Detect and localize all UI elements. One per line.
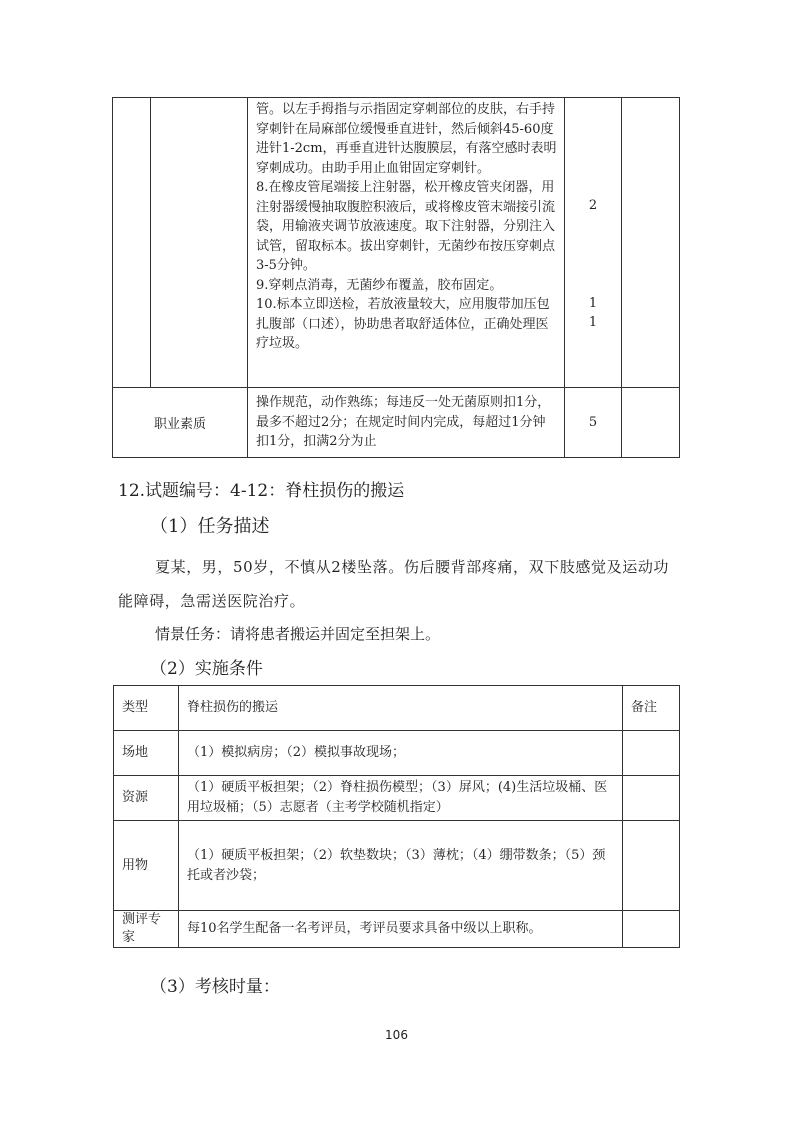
row-note xyxy=(623,821,680,911)
row-note: 备注 xyxy=(623,686,680,731)
section-title: 12.试题编号：4-12：脊柱损伤的搬运 xyxy=(118,481,405,501)
row-content: （1）硬质平板担架；（2）软垫数块；（3）薄枕；（4）绷带数条；（5）颈托或者沙袋； xyxy=(179,821,623,911)
scoring-table xyxy=(112,97,680,458)
category-cell xyxy=(113,98,151,388)
notes-cell xyxy=(622,98,680,388)
row-content: 脊柱损伤的搬运 xyxy=(179,686,623,731)
row-content: （1）硬质平板担架；（2）脊柱损伤模型；（3）屏风；(4)生活垃圾桶、医用垃圾桶；（5）志愿者（主考学校随机指定） xyxy=(179,776,623,821)
time-heading: （3）考核时量： xyxy=(150,977,280,997)
score-value: 1 xyxy=(588,315,598,330)
step-text: 9.穿刺点消毒，无菌纱布覆盖，胶布固定。 xyxy=(256,277,503,293)
professional-label: 职业素质 xyxy=(113,388,248,458)
score-cell xyxy=(565,98,622,388)
row-label: 测评专家 xyxy=(114,911,179,948)
step-text: 8.在橡皮管尾端接上注射器，松开橡皮管夹闭器，用注射器缓慢抽取腹腔积液后，或将橡皮管末端接引流袋，用输液夹调节放液速度。取下注射器，分别注入试管，留取标本。拔出穿刺针，无菌纱布按压穿刺点3-5分钟。 xyxy=(256,180,556,273)
row-note xyxy=(623,731,680,776)
row-content: （1）模拟病房；（2）模拟事故现场； xyxy=(179,731,623,776)
subcategory-cell xyxy=(151,98,248,388)
row-note xyxy=(623,911,680,948)
notes-cell xyxy=(622,388,680,458)
conditions-table xyxy=(113,685,680,948)
row-label: 场地 xyxy=(114,731,179,776)
score-value: 2 xyxy=(588,198,598,213)
conditions-heading: （2）实施条件 xyxy=(150,659,263,679)
scenario-text: 情景任务：请将患者搬运并固定至担架上。 xyxy=(155,625,441,643)
row-label: 用物 xyxy=(114,821,179,911)
row-label: 类型 xyxy=(114,686,179,731)
page-number: 106 xyxy=(385,1028,408,1042)
task-text: 夏某，男，50岁，不慎从2楼坠落。伤后腰背部疼痛，双下肢感觉及运动功能障碍，急需送医院治疗。 xyxy=(118,558,670,610)
task-heading: （1）任务描述 xyxy=(150,516,270,537)
score-value: 1 xyxy=(588,295,598,311)
step-text: 管。以左手拇指与示指固定穿刺部位的皮肤，右手持穿刺针在局麻部位缓慢垂直进针，然后倾斜45-60度进针1-2cm，再垂直进针达腹膜层，有落空感时表明穿刺成功。由助手用止血钳固定穿刺针。 xyxy=(256,102,557,176)
professional-text: 操作规范，动作熟练；每违反一处无菌原则扣1分，最多不超过2分；在规定时间内完成，每超过1分钟扣1分，扣满2分为止 xyxy=(248,388,565,458)
step-text: 10.标本立即送检，若放液量较大，应用腹带加压包扎腹部（口述），协助患者取舒适体位，正确处理医疗垃圾。 xyxy=(256,297,550,351)
professional-score: 5 xyxy=(565,388,622,458)
row-note xyxy=(623,776,680,821)
row-label: 资源 xyxy=(114,776,179,821)
row-content: 每10名学生配备一名考评员，考评员要求具备中级以上职称。 xyxy=(179,911,623,948)
steps-cell xyxy=(248,98,565,388)
